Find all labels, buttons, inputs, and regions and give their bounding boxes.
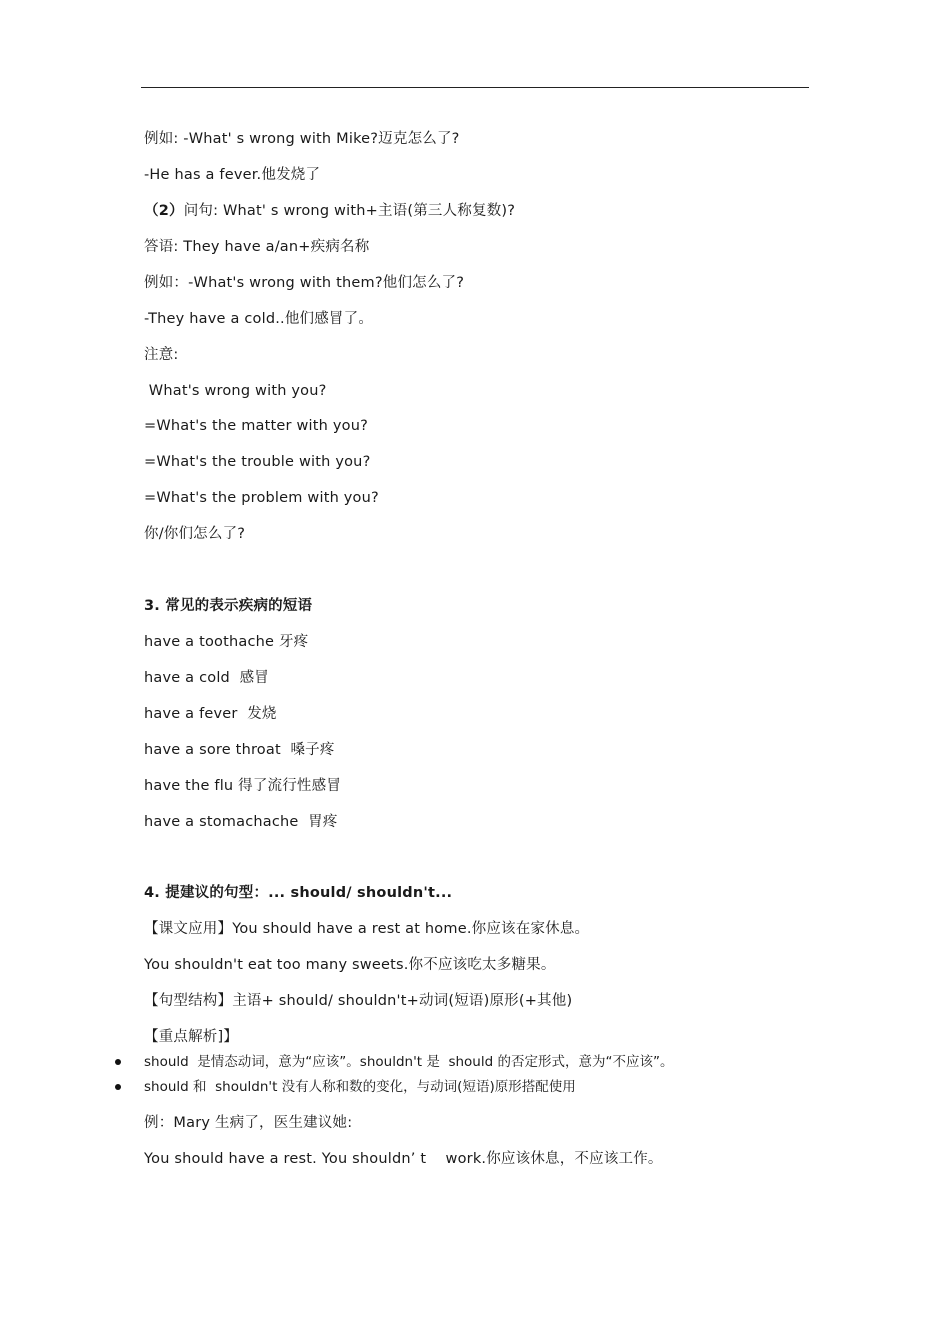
bullet-icon [115,1059,121,1065]
phrase-matter: =What's the matter with you? [144,418,368,434]
section-3-heading: 3. 常见的表示疾病的短语 [144,598,313,614]
header-rule [141,87,809,88]
analysis-bullet: should 和 shouldn't 没有人称和数的变化，与动词(短语)原形搭配使用 [144,1079,576,1095]
illness-phrase: have a sore throat 嗓子疼 [144,742,335,758]
question-pattern-plural [144,201,515,221]
phrase-wrong: What's wrong with you? [144,383,327,399]
analysis-label: 【重点解析]】 [144,1029,239,1045]
note-label: 注意: [144,347,179,363]
illness-phrase: have a cold 感冒 [144,670,269,686]
section-4-heading: 4. 提建议的句型：... should/ shouldn't... [144,885,453,901]
illness-phrase: have the flu 得了流行性感冒 [144,778,342,794]
analysis-bullet: should 是情态动词，意为“应该”。shouldn't 是 should 的否定形式，意为“不应该”。 [144,1054,674,1070]
example-mary: 例：Mary 生病了，医生建议她: [144,1115,353,1131]
item-number-2: （2） [144,203,184,219]
structure-line: 【句型结构】主语+ should/ shouldn't+动词(短语)原形(+其他) [144,993,573,1009]
answer-pattern: 答语: They have a/an+疾病名称 [144,239,370,255]
illness-phrase: have a fever 发烧 [144,706,277,722]
illness-phrase: have a toothache 牙疼 [144,634,309,650]
bullet-icon [115,1084,121,1090]
answer-line-fever: -He has a fever.他发烧了 [144,167,321,183]
phrase-translation: 你/你们怎么了? [144,526,246,542]
text-application-line: 【课文应用】You should have a rest at home.你应该在家休息。 [144,921,590,937]
illness-phrase: have a stomachache 胃疼 [144,814,338,830]
example-line-mike: 例如: -What' s wrong with Mike?迈克怎么了? [144,131,460,147]
question-pattern-text: 问句: What' s wrong with+主语(第三人称复数)? [183,203,516,219]
example-line-them: 例如：-What's wrong with them?他们怎么了? [144,275,465,291]
example-rest: You should have a rest. You shouldn’ t work.你应该休息，不应该工作。 [144,1151,663,1167]
phrase-problem: =What's the problem with you? [144,490,379,506]
example-sweets: You shouldn't eat too many sweets.你不应该吃太多糖果。 [144,957,556,973]
answer-line-cold: -They have a cold..他们感冒了。 [144,311,374,327]
phrase-trouble: =What's the trouble with you? [144,454,371,470]
